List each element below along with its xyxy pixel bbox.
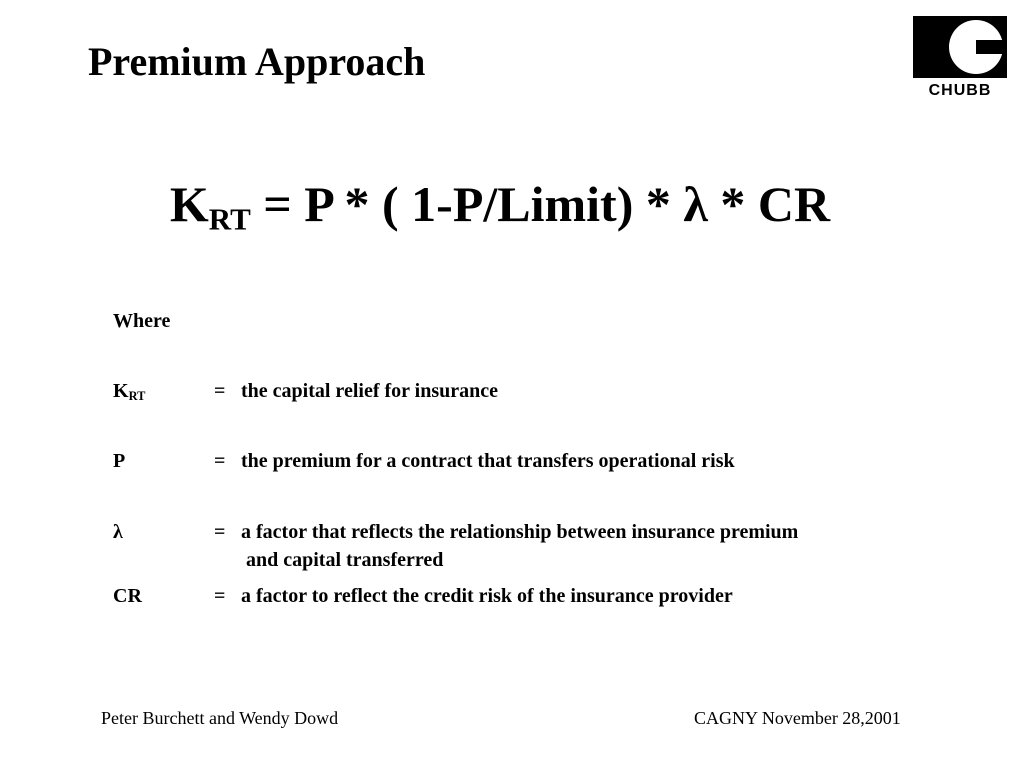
formula-k: K	[169, 176, 209, 232]
definition-symbol: P	[113, 450, 126, 472]
equals-sign: =	[214, 380, 226, 402]
definition-text: a factor to reflect the credit risk of the insurance provider	[241, 585, 733, 607]
footer-event-date: CAGNY November 28,2001	[694, 708, 901, 728]
definition-symbol: λ	[113, 521, 123, 543]
definition-text-continued: and capital transferred	[246, 549, 444, 571]
formula-rhs: = P * ( 1-P/Limit) * λ * CR	[250, 176, 831, 232]
capital-relief-formula	[0, 172, 1000, 236]
logo-wordmark: CHUBB	[928, 82, 992, 98]
definition-symbol: CR	[113, 585, 142, 607]
definition-text: the premium for a contract that transfers operational risk	[241, 450, 735, 472]
equals-sign: =	[214, 585, 226, 607]
chubb-logo	[912, 16, 1008, 98]
formula-k-subscript: RT	[208, 201, 251, 237]
slide-title: Premium Approach	[88, 39, 426, 84]
footer-authors: Peter Burchett and Wendy Dowd	[101, 708, 339, 728]
equals-sign: =	[214, 521, 226, 543]
definition-symbol: $K_{RT}$	[113, 380, 146, 404]
chubb-c-logo-icon	[912, 16, 1008, 98]
equals-sign: =	[214, 450, 226, 472]
definition-text: a factor that reflects the relationship between insurance premium	[241, 521, 799, 543]
definition-text: the capital relief for insurance	[241, 380, 498, 402]
where-label: Where	[113, 310, 171, 332]
